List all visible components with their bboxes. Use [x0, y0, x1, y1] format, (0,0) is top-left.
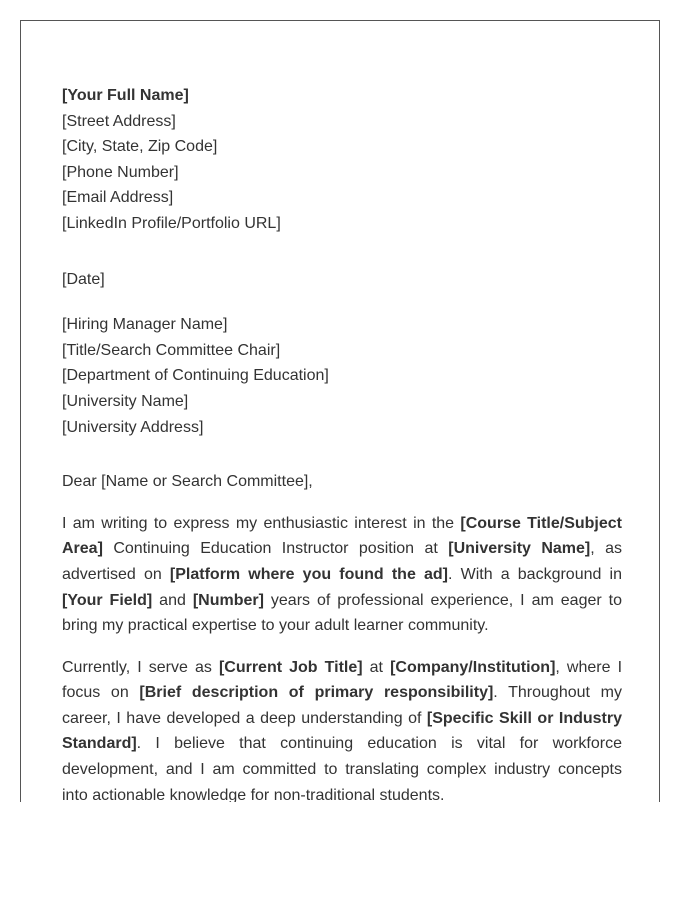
paragraph-1-placeholder: [Platform where you found the ad] — [169, 565, 448, 583]
sender-name: [Your Full Name] — [62, 87, 189, 104]
paragraph-2-text: . Throughout my career, I have developed a deep understanding of — [62, 684, 622, 727]
sender-city-state-zip: [City, State, Zip Code] — [62, 138, 218, 156]
paragraph-1-placeholder: [University Name] — [448, 540, 591, 558]
recipient-department: [Department of Continuing Education] — [62, 367, 329, 385]
paragraph-1-text: years of professional experience, I am eager to bring my practical expertise to your adult learner community. — [62, 591, 622, 635]
paragraph-1-text: , as advertised on — [62, 540, 623, 583]
paragraph-2-placeholder: [Current Job Title] — [218, 658, 363, 676]
body-paragraph-1 — [62, 511, 622, 639]
paragraph-1-placeholder: [Number] — [192, 591, 264, 609]
paragraph-1-text: . With a background in — [448, 565, 623, 583]
recipient-name: [Hiring Manager Name] — [62, 316, 228, 334]
paragraph-2-placeholder: [Company/Institution] — [390, 658, 556, 676]
recipient-block — [62, 312, 622, 440]
salutation: Dear [Name or Search Committee], — [62, 473, 313, 491]
sender-phone: [Phone Number] — [62, 163, 179, 181]
sender-street: [Street Address] — [62, 112, 176, 130]
document-page — [20, 20, 660, 802]
paragraph-2-text: . I believe that continuing education is vital for workforce development, and I am committed to translating complex industry concepts into actionable knowledge for non-traditional students. — [62, 735, 622, 802]
paragraph-2-text: Currently, I serve as — [62, 658, 219, 676]
sender-block — [62, 83, 622, 237]
paragraph-2-text: at — [362, 658, 391, 676]
sender-email: [Email Address] — [62, 189, 174, 207]
recipient-university: [University Name] — [62, 392, 189, 410]
paragraph-2-text: , where I focus on — [62, 658, 623, 702]
paragraph-1-placeholder: [Your Field] — [62, 591, 153, 609]
paragraph-2-placeholder: [Brief description of primary responsibility] — [139, 684, 494, 702]
recipient-title: [Title/Search Committee Chair] — [62, 341, 281, 359]
paragraph-2-placeholder: [Specific Skill or Industry Standard] — [62, 709, 623, 753]
paragraph-1-placeholder: [Course Title/Subject Area] — [62, 514, 622, 558]
letter-date: [Date] — [62, 270, 105, 288]
paragraph-1-text: and — [152, 591, 193, 609]
date-block — [62, 267, 622, 293]
letter-content — [62, 83, 622, 802]
recipient-address: [University Address] — [62, 418, 204, 436]
body-paragraph-2 — [62, 655, 622, 802]
paragraph-1-text: I am writing to express my enthusiastic interest in the — [62, 514, 461, 532]
sender-linkedin: [LinkedIn Profile/Portfolio URL] — [62, 214, 281, 232]
paragraph-1-text: Continuing Education Instructor position at — [102, 540, 449, 558]
